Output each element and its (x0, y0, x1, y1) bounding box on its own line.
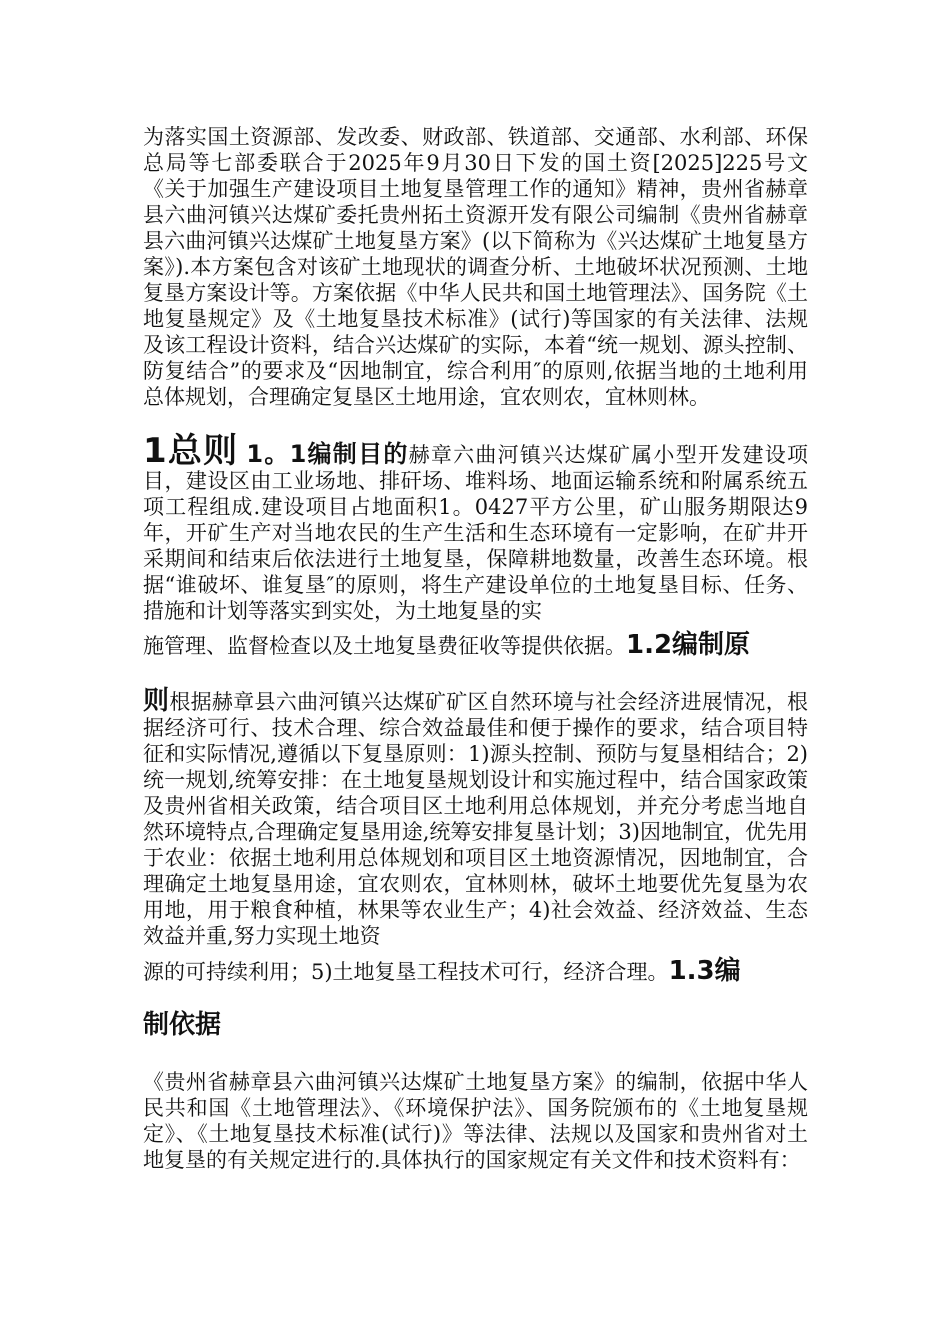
principle-paragraph (143, 688, 808, 949)
section-heading-purpose: 1。1编制目的 (246, 440, 409, 468)
purpose-paragraph (143, 431, 808, 624)
purpose-tail: 施管理、监督检查以及土地复垦费征收等提供依据。 (143, 634, 626, 658)
intro-paragraph: 为落实国土资源部、发改委、财政部、铁道部、交通部、水利部、环保总局等七部委联合于2025年9月30日下发的国土资[2025]225号文《关于加强生产建设项目土地复垦管理工作的通知》精神，贵州省赫章县六曲河镇兴达煤矿委托贵州拓土资源开发有限公司编制《贵州省赫章县六曲河镇兴达煤矿土地复垦方案》(以下简称为《兴达煤矿土地复垦方案》).本方案包含对该矿土地现状的调查分析、土地破坏状况预测、土地复垦方案设计等。方案依据《中华人民共和国土地管理法》、国务院《土地复垦规定》及《土地复垦技术标准》(试行)等国家的有关法律、法规及该工程设计资料，结合兴达煤矿的实际，本着“统一规划、源头控制、防复结合”的要求及“因地制宜，综合利用″的原则,依据当地的土地利用总体规划，合理确定复垦区土地用途，宜农则农，宜林则林。 (143, 125, 808, 409)
section-heading-basis-b: 制依据 (143, 1010, 222, 1040)
basis-paragraph: 《贵州省赫章县六曲河镇兴达煤矿土地复垦方案》的编制，依据中华人民共和国《土地管理法》、《环境保护法》、国务院颁布的《土地复垦规定》、《土地复垦技术标准(试行)》等法律、法规以及国家和贵州省对土地复垦的有关规定进行的.具体执行的国家规定有关文件和技术资料有： (143, 1070, 808, 1172)
purpose-tail-line (143, 630, 808, 661)
section-heading-principle-b: 则 (143, 686, 170, 716)
section-heading-principle-a: 1.2编制原 (626, 630, 751, 660)
principle-tail: 源的可持续利用；5)土地复垦工程技术可行，经济合理。 (143, 960, 669, 984)
principle-tail-line (143, 956, 808, 987)
purpose-body: 赫章六曲河镇兴达煤矿属小型开发建设项目，建设区由工业场地、排矸场、堆料场、地面运输系统和附属系统五项工程组成.建设项目占地面积1。0427平方公里，矿山服务期限达9年，开矿生产对当地农民的生产生活和生态环境有一定影响，在矿井开采期间和结束后依法进行土地复垦，保障耕地数量，改善生态环境。根据“谁破坏、谁复垦″的原则，将生产建设单位的土地复垦目标、任务、措施和计划等落实到实处，为土地复垦的实 (143, 443, 808, 623)
chapter-heading: 1总则 (143, 431, 239, 471)
section-heading-basis-a: 1.3编 (668, 956, 741, 986)
principle-body: 根据赫章县六曲河镇兴达煤矿矿区自然环境与社会经济进展情况，根据经济可行、技术合理、综合效益最佳和便于操作的要求，结合项目特征和实际情况,遵循以下复垦原则：1)源头控制、预防与复垦相结合；2)统一规划,统筹安排：在土地复垦规划设计和实施过程中，结合国家政策及贵州省相关政策，结合项目区土地利用总体规划，并充分考虑当地自然环境特点,合理确定复垦用途,统筹安排复垦计划；3)因地制宜，优先用于农业：依据土地利用总体规划和项目区土地资源情况，因地制宜，合理确定土地复垦用途，宜农则农，宜林则林，破坏土地要优先复垦为农用地，用于粮食种植，林果等农业生产；4)社会效益、经济效益、生态效益并重,努力实现土地资 (143, 690, 808, 948)
